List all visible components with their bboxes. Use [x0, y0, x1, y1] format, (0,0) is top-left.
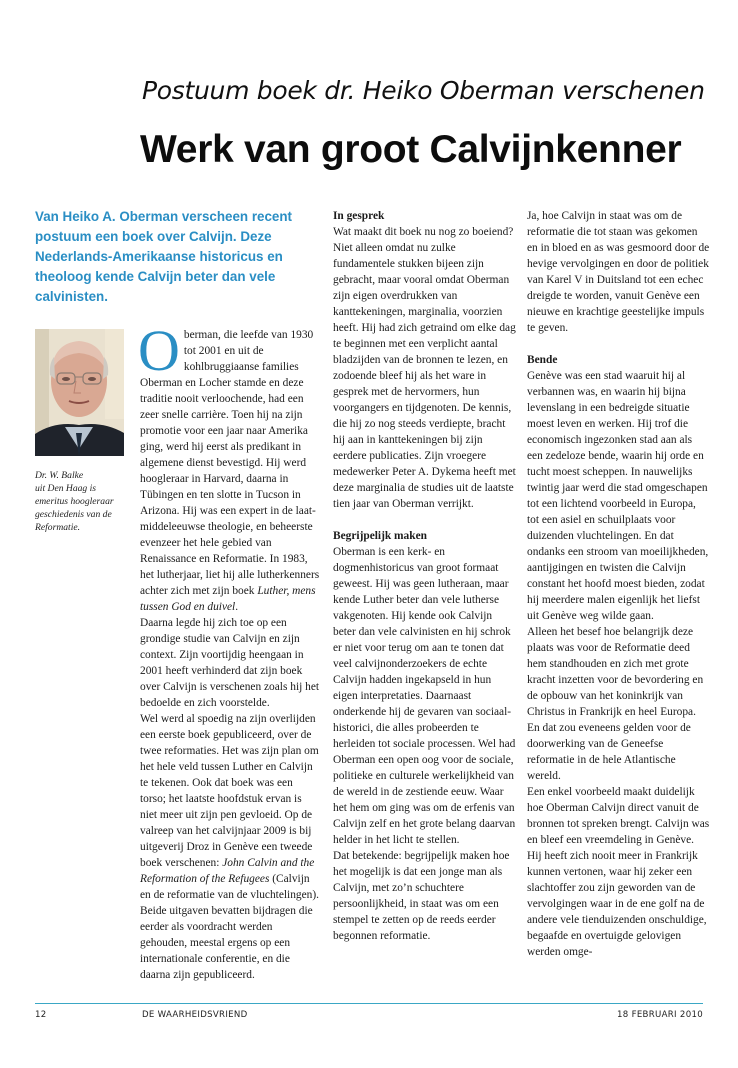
- paragraph: [138, 318, 320, 615]
- drop-cap: O: [138, 318, 180, 383]
- publication-name: DE WAARHEIDSVRIEND: [142, 1010, 248, 1020]
- paragraph: Een enkel voorbeeld maakt duidelijk hoe Oberman Calvijn direct vanuit de bronnen tot spreken brengt. Calvijn was en bleef een vreemdeling in Genève. Hij heeft zich nooit meer in Frankrijk kunnen vertonen, waar hij zeker een slachtoffer zou zijn geworden van de vervolgingen waar in de ene golf na de andere vele tienduizenden onschuldige, begaafde en overtuigde gelovigen werden omge-: [527, 786, 710, 958]
- caption-text: is emeritus hoogleraar geschiedenis van de Reformatie.: [35, 483, 114, 533]
- footer-rule: [35, 1003, 703, 1004]
- author-photo: [35, 329, 124, 456]
- book-title: John Calvin and the Reformation of the Refugees: [140, 857, 315, 885]
- author-portrait-icon: [35, 329, 124, 456]
- paragraph: [140, 711, 320, 983]
- article-column-3: [527, 208, 710, 960]
- author-place: Den Haag: [47, 483, 88, 494]
- author-name: Dr. W. Balke: [35, 470, 84, 481]
- paragraph-text: .: [235, 601, 239, 613]
- paragraph-text: (Calvijn en de reformatie van de vluchtelingen). Beide uitgaven bevatten bijdragen die eerder als voordracht werden gehouden, meestal ergens op een internationale conferentie, en die daarna zijn gepubliceerd.: [140, 873, 320, 981]
- paragraph: Genève was een stad waaruit hij al verbannen was, en waarin hij bijna levenslang in een bedreigde situatie moest leven en werken. Hij trof die economisch ingezonken stad aan als een zedeloze bende, waarin hij orde en tucht moest scheppen. In nauwelijks twintig jaar werd die stad omgeschapen tot een lichtend voorbeeld in Europa, tot een asiel en schuilplaats voor duizenden vluchtelingen. En dat ondanks een stroom van moeilijkheden, aantijgingen en twisten die Calvijn constant het hoofd moest bieden, zodat hij meerdere malen eigenlijk het liefst uit Genève weg wilde gaan.: [527, 370, 709, 622]
- author-caption: [35, 469, 130, 534]
- paragraph: Oberman is een kerk- en dogmenhistoricus van groot formaat geweest. Hij was geen lutheraan, maar kende Luther beter dan vele lutherse vakgenoten. Hij kende ook Calvijn beter dan vele calvinisten en hij schrok er niet voor terug om aan te tonen dat veel calvijnonderzoekers de echte Calvijn hadden ingekapseld in hun eigen interpretaties. Daarnaast onderkende hij de gevaren van sociaal-historici, die alles probeerden te herleiden tot sociale processen. Wel had Oberman een open oog voor de sociale, politieke en culturele werkelijkheid van de wereld in de zestiende eeuw. Waar het hem om ging was om de erfenis van Calvijn zelf en het grote belang daarvan helder in het licht te stellen.: [333, 546, 516, 846]
- paragraph: Ja, hoe Calvijn in staat was om de reformatie die tot staan was gekomen en in bloed en as was gesmoord door de hevige vervolgingen en door de politiek van Karel V in Duitsland tot een echec dreigde te worden, vanuit Genève een nieuwe en krachtige geestelijke impuls te geven.: [527, 210, 710, 334]
- paragraph: Daarna legde hij zich toe op een grondige studie van Calvijn en zijn context. Zijn voortijdig heengaan in 2001 heeft verhinderd dat zijn boek over Calvijn is verschenen zoals hij het bedoelde en zich voorstelde.: [140, 617, 320, 709]
- paragraph-text: berman, die leefde van 1930 tot 2001 en uit de kohlbruggiaanse families Oberman en Locher stamde en deze traditie nooit verloochende, had een zeer snelle carrière. Toen hij na zijn promotie voor een jaar naar Amerika ging, werd hij eerst als predikant in algemene dienst bevestigd. Hij werd hoogleraar in Harvard, daarna in Tübingen en ten slotte in Tucson in Arizona. Hij was een expert in de laat-middeleeuwse theologie, en beheerste evenzeer het hele gebied van Renaissance en Reformatie. In 1983, het lutherjaar, liet hij alle lutherkenners achter zich met zijn boek: [140, 329, 320, 597]
- article-column-2: [333, 208, 516, 944]
- caption-text: uit: [35, 483, 48, 494]
- issue-date: 18 FEBRUARI 2010: [617, 1010, 703, 1020]
- paragraph: Dat betekende: begrijpelijk maken hoe het mogelijk is dat een jonge man als Calvijn, met zo’n schuchtere persoonlijkheid, in staat was om een stempel te zetten op de reeds eerder begonnen reformatie.: [333, 850, 510, 942]
- subheading: In gesprek: [333, 210, 385, 222]
- article-headline: Werk van groot Calvijnkenner: [140, 128, 682, 171]
- subheading: Bende: [527, 354, 558, 366]
- paragraph: Alleen het besef hoe belangrijk deze plaats was voor de Reformatie deed hem standhouden en zich met grote kracht inzetten voor de bevordering en de opbouw van het koninkrijk van Christus in Frankrijk en heel Europa. En dat zou eveneens gelden voor de doorwerking van de Geneefse reformatie in de hele Atlantische wereld.: [527, 626, 704, 782]
- page-number: 12: [35, 1010, 47, 1020]
- paragraph-text: Wel werd al spoedig na zijn overlijden een eerste boek gepubliceerd, over de twee reformaties. Het was zijn plan om het hele veld tussen Luther en Calvijn te tekenen. Ook dat boek was een torso; het laatste hoofdstuk ervan is niet meer uit zijn pen gevloeid. Op de valreep van het calvijnjaar 2009 is bij uitgeverij Droz in Genève een tweede boek verschenen:: [140, 713, 319, 869]
- paragraph: Wat maakt dit boek nu nog zo boeiend? Niet alleen omdat nu zulke fundamentele stukken bijeen zijn gebracht, maar vooral omdat Oberman zijn eigen overdrukken van kanttekeningen, marginalia, voorzien heeft. Hij had zich getraind om elke dag te beginnen met een verplicht aantal bladzijden van de bronnen te lezen, en zodoende bleef hij als het ware in gesprek met de hervormers, hun voorgangers en tijdgenoten. De kennis, die hij zo nog steeds verdiepte, bracht hij aan in kanttekeningen bij zijn eerdere publicaties. Zijn vroegere medewerker Peter A. Dykema heeft met deze marginalia de studies uit de laatste tien jaar van Oberman verrijkt.: [333, 226, 516, 510]
- book-title: Luther, mens tussen God en duivel: [140, 585, 316, 613]
- subheading: Begrijpelijk maken: [333, 530, 427, 542]
- article-kicker: Postuum boek dr. Heiko Oberman verschenen: [142, 76, 705, 105]
- article-intro: Van Heiko A. Oberman verscheen recent postuum een boek over Calvijn. Deze Nederlands-Amerikaanse historicus en theoloog kende Calvijn beter dan vele calvinisten.: [35, 209, 293, 304]
- article-column-1: [138, 318, 320, 983]
